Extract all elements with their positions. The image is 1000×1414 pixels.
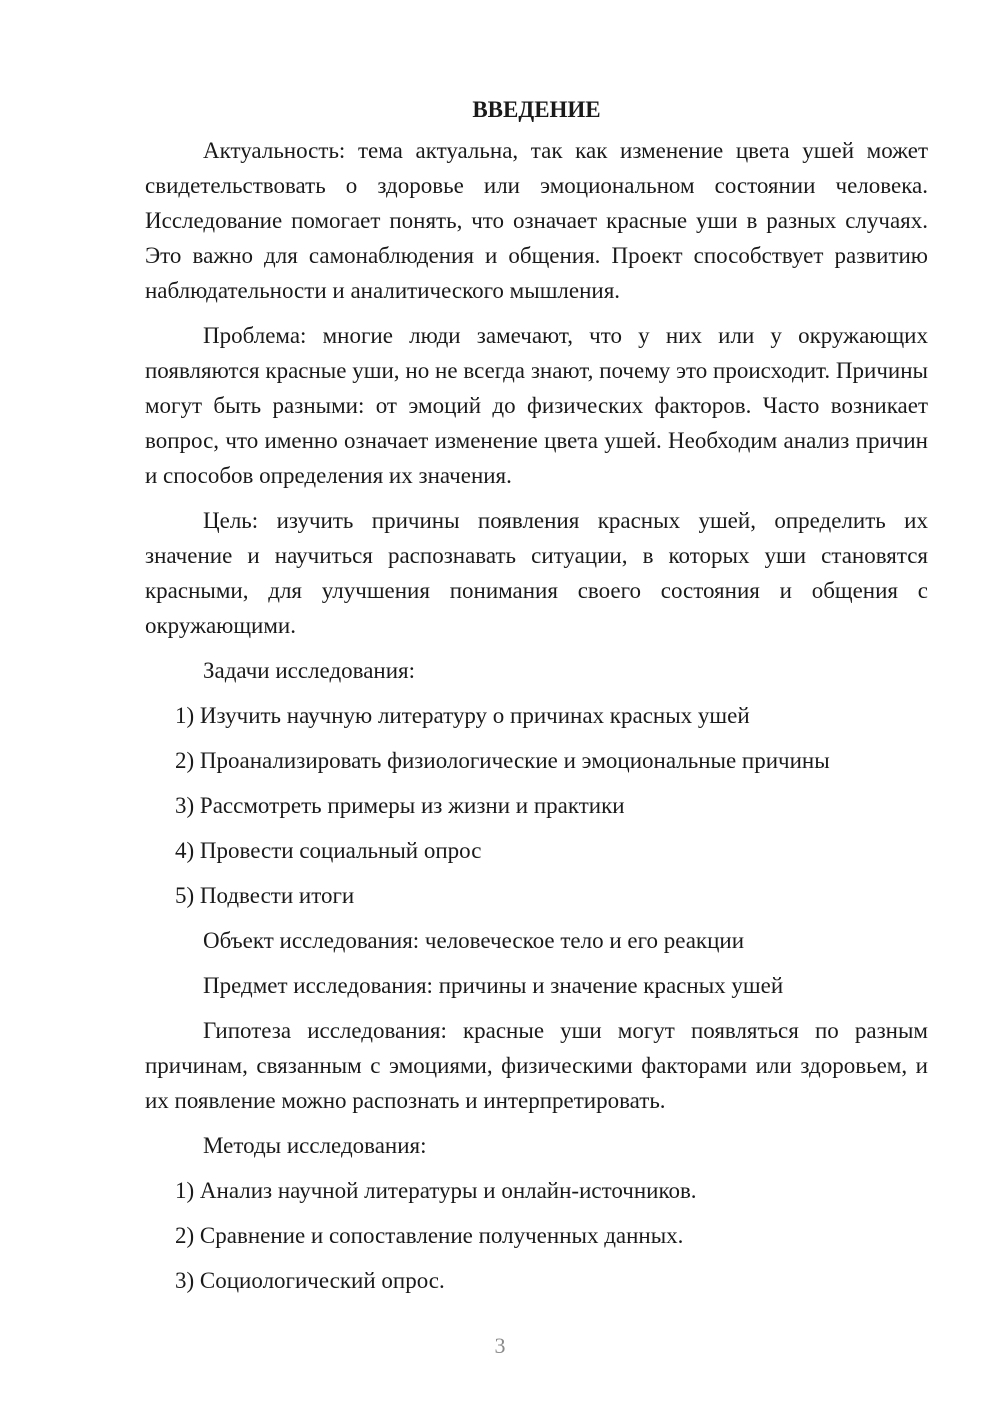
tasks-heading: Задачи исследования: [203, 658, 416, 683]
section-title: ВВЕДЕНИЕ [472, 97, 601, 122]
goal-paragraph: Цель: изучить причины появления красных ушей, определить их значение и научиться распознавать ситуации, в которых уши становятся красными, для улучшения понимания своего состояния и общения с окружающими. [145, 508, 928, 638]
hypothesis-paragraph: Гипотеза исследования: красные уши могут появляться по разным причинам, связанным с эмоциями, физическими факторами или здоровьем, и их появление можно распознать и интерпретировать. [145, 1018, 928, 1113]
list-item: 1) Анализ научной литературы и онлайн-источников. [175, 1178, 697, 1203]
list-item: 1) Изучить научную литературу о причинах красных ушей [175, 703, 750, 728]
list-item: 5) Подвести итоги [175, 883, 355, 908]
list-item: 3) Рассмотреть примеры из жизни и практики [175, 793, 625, 818]
methods-heading: Методы исследования: [203, 1133, 427, 1158]
relevance-paragraph: Актуальность: тема актуальна, так как изменение цвета ушей может свидетельствовать о здоровье или эмоциональном состоянии человека. Исследование помогает понять, что означает красные уши в разных случаях. Это важно для самонаблюдения и общения. Проект способствует развитию наблюдательности и аналитического мышления. [145, 138, 928, 303]
tasks-list [145, 698, 928, 913]
object-line: Объект исследования: человеческое тело и его реакции [203, 928, 745, 953]
list-item: 4) Провести социальный опрос [175, 838, 482, 863]
subject-line: Предмет исследования: причины и значение красных ушей [203, 973, 784, 998]
list-item: 3) Социологический опрос. [175, 1268, 445, 1293]
page-number: 3 [494, 1333, 506, 1358]
methods-list [145, 1173, 928, 1298]
list-item: 2) Проанализировать физиологические и эмоциональные причины [175, 748, 830, 773]
document-page [145, 92, 928, 1308]
problem-paragraph: Проблема: многие люди замечают, что у них или у окружающих появляются красные уши, но не всегда знают, почему это происходит. Причины могут быть разными: от эмоций до физических факторов. Часто возникает вопрос, что именно означает изменение цвета ушей. Необходим анализ причин и способов определения их значения. [145, 323, 928, 488]
list-item: 2) Сравнение и сопоставление полученных данных. [175, 1223, 684, 1248]
